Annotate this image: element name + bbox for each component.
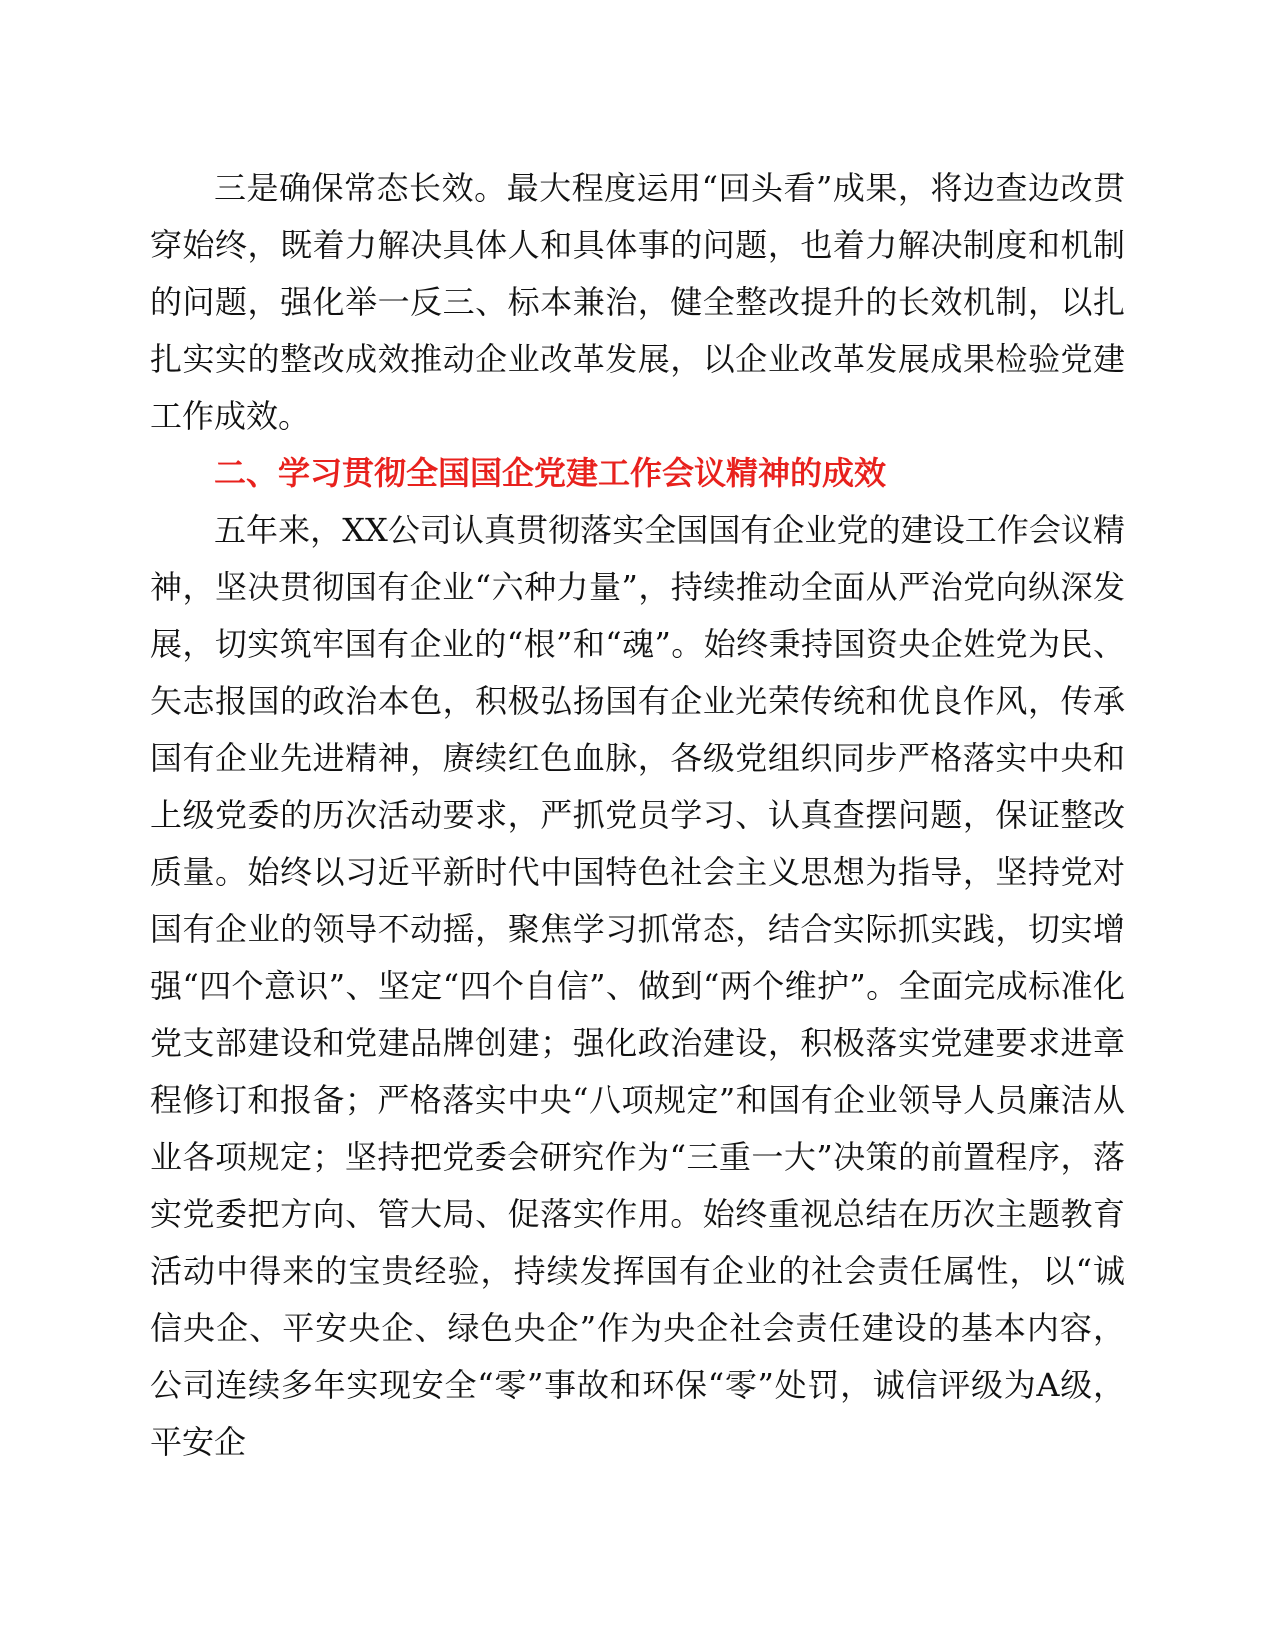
paragraph-achievements: 五年来，XX公司认真贯彻落实全国国有企业党的建设工作会议精神，坚决贯彻国有企业“六种力量”，持续推动全面从严治党向纵深发展，切实筑牢国有企业的“根”和“魂”。始终秉持国资央企姓党为民、矢志报国的政治本色，积极弘扬国有企业光荣传统和优良作风，传承国有企业先进精神，赓续红色血脉，各级党组织同步严格落实中央和上级党委的历次活动要求，严抓党员学习、认真查摆问题，保证整改质量。始终以习近平新时代中国特色社会主义思想为指导，坚持党对国有企业的领导不动摇，聚焦学习抓常态，结合实际抓实践，切实增强“四个意识”、坚定“四个自信”、做到“两个维护”。全面完成标准化党支部建设和党建品牌创建；强化政治建设，积极落实党建要求进章程修订和报备；严格落实中央“八项规定”和国有企业领导人员廉洁从业各项规定；坚持把党委会研究作为“三重一大”决策的前置程序，落实党委把方向、管大局、促落实作用。始终重视总结在历次主题教育活动中得来的宝贵经验，持续发挥国有企业的社会责任属性，以“诚信央企、平安央企、绿色央企”作为央企社会责任建设的基本内容，公司连续多年实现安全“零”事故和环保“零”处罚，诚信评级为A级，平安企 <box>150 511 1125 1461</box>
section-heading: 二、学习贯彻全国国企党建工作会议精神的成效 <box>214 454 887 492</box>
document-body <box>150 160 1125 1471</box>
paragraph-normalization: 三是确保常态长效。最大程度运用“回头看”成果，将边查边改贯穿始终，既着力解决具体人和具体事的问题，也着力解决制度和机制的问题，强化举一反三、标本兼治，健全整改提升的长效机制，以扎扎实实的整改成效推动企业改革发展，以企业改革发展成果检验党建工作成效。 <box>150 169 1125 435</box>
